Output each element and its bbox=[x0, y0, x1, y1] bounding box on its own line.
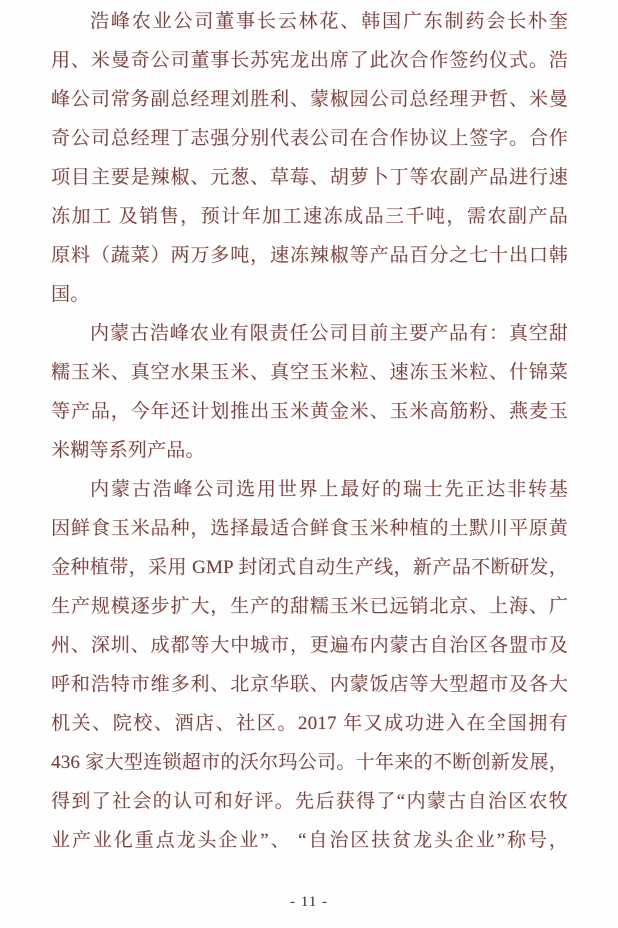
text-line: 因鲜食玉米品种，选择最适合鲜食玉米种植的土默川平原黄 bbox=[51, 518, 568, 539]
text-line: 内蒙古浩峰农业有限责任公司目前主要产品有：真空甜 bbox=[90, 323, 568, 344]
text-line: 内蒙古浩峰公司选用世界上最好的瑞士先正达非转基 bbox=[90, 479, 568, 500]
text-line: 等产品，今年还计划推出玉米黄金米、玉米高筋粉、燕麦玉 bbox=[51, 401, 568, 422]
text-line: 州、深圳、成都等大中城市，更遍布内蒙古自治区各盟市及 bbox=[51, 635, 568, 656]
text-line: 机关、院校、酒店、社区。2017 年又成功进入在全国拥有 bbox=[51, 713, 568, 734]
paragraph-cooperation-signing bbox=[51, 2, 568, 314]
paragraph-main-products bbox=[51, 314, 568, 470]
text-line: 436 家大型连锁超市的沃尔玛公司。十年来的不断创新发展， bbox=[51, 752, 568, 773]
text-line: 原料（蔬菜）两万多吨，速冻辣椒等产品百分之七十出口韩 bbox=[51, 245, 568, 266]
text-line: 项目主要是辣椒、元葱、草莓、胡萝卜丁等农副产品进行速 bbox=[51, 167, 568, 188]
text-line: 业产业化重点龙头企业”、 “自治区扶贫龙头企业”称号， bbox=[51, 830, 568, 851]
document-body bbox=[51, 2, 568, 860]
text-line: 金种植带，采用 GMP 封闭式自动生产线，新产品不断研发， bbox=[51, 557, 568, 578]
text-line: 用、米曼奇公司董事长苏宪龙出席了此次合作签约仪式。浩 bbox=[51, 50, 568, 71]
paragraph-company-development bbox=[51, 470, 568, 860]
text-line: 峰公司常务副总经理刘胜利、蒙椒园公司总经理尹哲、米曼 bbox=[51, 89, 568, 110]
text-line: 糯玉米、真空水果玉米、真空玉米粒、速冻玉米粒、什锦菜 bbox=[51, 362, 568, 383]
page-number: - 11 - bbox=[290, 894, 328, 910]
text-line: 冻加工 及销售，预计年加工速冻成品三千吨，需农副产品 bbox=[51, 206, 568, 227]
text-line: 得到了社会的认可和好评。先后获得了“内蒙古自治区农牧 bbox=[51, 791, 568, 812]
text-line: 呼和浩特市维多利、北京华联、内蒙饭店等大型超市及各大 bbox=[51, 674, 568, 695]
text-line: 米糊等系列产品。 bbox=[51, 440, 205, 461]
text-line: 国。 bbox=[51, 284, 90, 305]
text-line: 奇公司总经理丁志强分别代表公司在合作协议上签字。合作 bbox=[51, 128, 568, 149]
text-line: 生产规模逐步扩大，生产的甜糯玉米已远销北京、上海、广 bbox=[51, 596, 568, 617]
text-line: 浩峰农业公司董事长云林花、韩国广东制药会长朴奎 bbox=[90, 11, 568, 32]
